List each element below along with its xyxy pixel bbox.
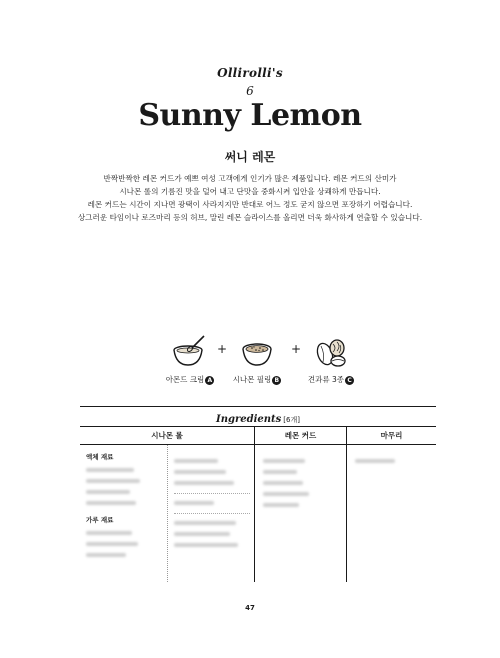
components-row [0, 334, 500, 394]
group-powder-label: 가루 재료 [86, 516, 114, 524]
group-liquid-label: 액체 재료 [86, 453, 114, 461]
ingredients-header-row [80, 427, 436, 445]
yield-count: [6개] [283, 416, 300, 424]
brand-logo-text: Ollirolli's [217, 66, 283, 80]
description-line: 시나몬 롤의 기름진 맛을 덜어 내고 단맛을 중화시켜 입안을 상쾌하게 만듭니다. [119, 187, 381, 196]
ingredients-title [80, 407, 436, 427]
page-number: 47 [245, 604, 255, 612]
blurred-ingredient [174, 543, 238, 547]
component-almond-cream [155, 334, 228, 385]
blurred-ingredient [86, 542, 138, 546]
blurred-ingredient [174, 481, 234, 485]
blurred-ingredient [174, 470, 226, 474]
ingredients-heading: Ingredients [216, 414, 282, 425]
column-cinnamon-roll: 시나몬 롤 [80, 427, 255, 444]
blurred-ingredient [86, 501, 136, 505]
blurred-ingredient [86, 479, 140, 483]
finishing-cell [347, 445, 436, 582]
recipe-subtitle: 써니 레몬 [224, 150, 276, 164]
recipe-number: 6 [246, 84, 254, 98]
description-line: 상그러운 타임이나 로즈마리 등의 허브, 말린 레몬 슬라이스를 올리면 더욱 화사하게 연출할 수 있습니다. [77, 213, 423, 222]
plus-sign: + [291, 342, 302, 356]
plus-sign: + [217, 342, 228, 356]
badge-b: B [272, 376, 281, 385]
ingredients-body [80, 445, 436, 582]
blurred-ingredient [174, 501, 214, 505]
divider [174, 493, 251, 494]
lemon-curd-cell [255, 445, 347, 582]
blurred-ingredient [174, 521, 236, 525]
topping-ingredients [168, 445, 255, 582]
filling-bowl-icon [237, 334, 277, 370]
recipe-title: Sunny Lemon [138, 98, 362, 133]
badge-a: A [205, 376, 214, 385]
ingredients-table [80, 406, 436, 582]
component-label: 시나몬 필링 B [222, 374, 292, 385]
component-three-nuts [296, 334, 366, 385]
blurred-ingredient [86, 531, 132, 535]
description-line: 반짝반짝한 레몬 커드가 예쁘 여성 고객에게 인기가 많은 제품입니다. 레몬 커드의 산미가 [103, 174, 397, 183]
blurred-ingredient [86, 490, 130, 494]
component-label: 아몬드 크림 A [155, 374, 225, 385]
blurred-ingredient [263, 503, 299, 507]
blurred-ingredient [355, 459, 395, 463]
description-line: 레몬 커드는 시간이 지나면 광택이 사라지지만 반대로 어느 정도 굳지 않으면 포장하기 어렵습니다. [87, 200, 413, 209]
component-cinnamon-filling [222, 334, 292, 385]
column-finishing: 마무리 [380, 431, 403, 440]
blurred-ingredient [86, 553, 126, 557]
dough-ingredients [80, 445, 168, 582]
blurred-ingredient [263, 492, 309, 496]
divider [174, 513, 251, 514]
blurred-ingredient [174, 459, 218, 463]
nuts-icon [311, 334, 351, 370]
badge-c: C [345, 376, 354, 385]
blurred-ingredient [263, 470, 297, 474]
blurred-ingredient [263, 481, 303, 485]
cinnamon-roll-cell [80, 445, 255, 582]
blurred-ingredient [174, 532, 230, 536]
recipe-description [40, 172, 460, 224]
column-lemon-curd: 레몬 커드 [255, 427, 347, 444]
blurred-ingredient [86, 468, 134, 472]
component-label: 견과류 3종 C [296, 374, 366, 385]
blurred-ingredient [263, 459, 305, 463]
whisk-bowl-icon [170, 334, 210, 370]
